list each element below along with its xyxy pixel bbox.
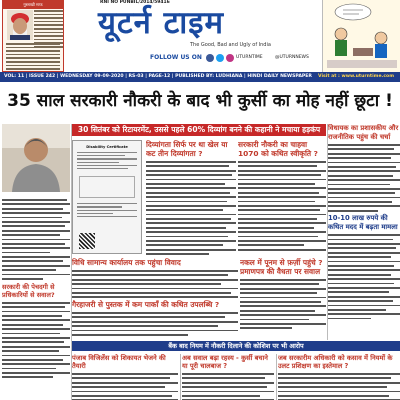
center-article-text (146, 158, 236, 255)
section-certificate-validity-title: नकल में पूनम से फ़र्ज़ी पहुंचे ? प्रमाणपत्र की वैधता पर सवाल (240, 258, 323, 276)
section-absence-title: गैरहाजरी से पुस्तक में कम पाकाँ की कथित उपलब्धि ? (72, 300, 220, 309)
twitter-icon[interactable] (216, 54, 224, 62)
tagline: The Good, Bad and Ugly of India (190, 42, 271, 48)
right-column-heading-1: विधायक का प्रशासकीय और राजनीतिक पहुंच की चर्चा (328, 124, 399, 141)
main-headline: 35 साल सरकारी नौकरी के बाद भी कुर्सी का मोह नहीं छूटा ! (7, 91, 393, 111)
bottom-band-heading: बैंक बाद नियम में नौकरी दिलाने की कोशिश पर भी आरोप (72, 341, 400, 351)
newspaper-title: यूटर्न टाइम (98, 5, 225, 41)
masthead (0, 0, 400, 72)
right-column-text-1 (328, 141, 400, 212)
bottom-article-mystery-title: अब सवाल बढ़ा रहस्य - कुर्सी बचाने या पूरी चालबाज ? (182, 354, 268, 370)
right-column-text-2 (328, 231, 400, 319)
bottom-article-vigilance-title: पंजाब विजिलेंस को शिकायत भेजने की तैयारी (72, 354, 166, 370)
social-handle-2[interactable]: @UTURNNEWS (275, 55, 309, 60)
social-handle-1[interactable]: UTURNTIME (236, 55, 263, 60)
center-article (146, 140, 236, 258)
left-article-text-1 (2, 196, 70, 280)
website-link[interactable]: Visit at : www.uturntime.com (317, 74, 394, 79)
right-column-heading-2: 10-10 लाख रुपये की कथित मदद में बढ़ता मामला (328, 214, 398, 231)
edition-info: VOL: 11 | ISSUE 242 | WEDNESDAY 09-09-2020 | RS-03 | PAGE-12 | PUBLISHED BY: LUDHIANA | HINDI DAILY NEWSPAPER (4, 74, 312, 79)
columnist-caption: गुस्ताखी माफ (3, 1, 63, 9)
center-right-article (238, 140, 326, 252)
person-photo (2, 124, 70, 192)
disability-certificate-image (72, 140, 142, 254)
cartoon-box (322, 0, 400, 72)
bottom-article-mystery-text (182, 370, 274, 400)
columnist-photo (7, 10, 33, 40)
section-certificate-validity-text (240, 276, 326, 329)
rni-number: RNI NO PUNBIL/2014/59416 (100, 0, 170, 5)
bottom-article-rules-text (278, 370, 400, 400)
cartoon-illustration (323, 0, 400, 72)
certificate-text-2 (73, 200, 141, 222)
bottom-article-mystery (182, 354, 274, 400)
certificate-title: Disability Certificate (86, 145, 128, 149)
center-right-article-text (238, 158, 326, 252)
certificate-table (79, 176, 135, 198)
bottom-divider-2 (276, 354, 277, 400)
left-article-text-2 (2, 299, 70, 378)
instagram-icon[interactable] (226, 54, 234, 62)
qr-code-icon (79, 233, 95, 249)
edition-strip (0, 72, 400, 82)
bottom-divider-1 (180, 354, 181, 400)
section-certificate-validity (240, 258, 326, 340)
bottom-article-rules (278, 354, 400, 400)
section-absence (72, 300, 238, 340)
section-absence-text (72, 309, 238, 336)
facebook-icon[interactable] (206, 54, 214, 62)
certificate-text (73, 149, 141, 174)
bottom-article-vigilance-text (72, 370, 178, 400)
bottom-article-vigilance (72, 354, 178, 400)
bottom-article-rules-title: जब सरकारीम अधिकारी को कसाव में नियमों के उलट प्रशिक्षण का इस्तेमाल ? (278, 354, 393, 370)
right-column (328, 124, 400, 340)
columnist-text-bottom (6, 43, 60, 72)
follow-us-label: FOLLOW US ON (150, 54, 202, 61)
section-office-dispute-text (72, 267, 238, 298)
left-column (2, 124, 70, 400)
section-office-dispute-title: विधि सामान्य कार्यालय तक पहुंचा विवाद (72, 258, 181, 267)
left-subheading: सरकारी की पेचदगी से प्रधिकारियों से सवाल? (2, 282, 55, 299)
sub-headline-banner: 30 सितंबर को रिटायरमेंट, उससे पहले 60% दिव्यांग बनने की कहानी ने मचाया हड़कंप (72, 124, 326, 136)
center-article-title: दिव्यांगता सिर्फ पर था खेल या कट तीन दिव्यांगता ? (146, 140, 228, 158)
columnist-box (2, 0, 64, 72)
center-right-article-title: सरकारी नौकरी का चाहवा 1070 को कथित स्वीकृति ? (238, 140, 318, 158)
